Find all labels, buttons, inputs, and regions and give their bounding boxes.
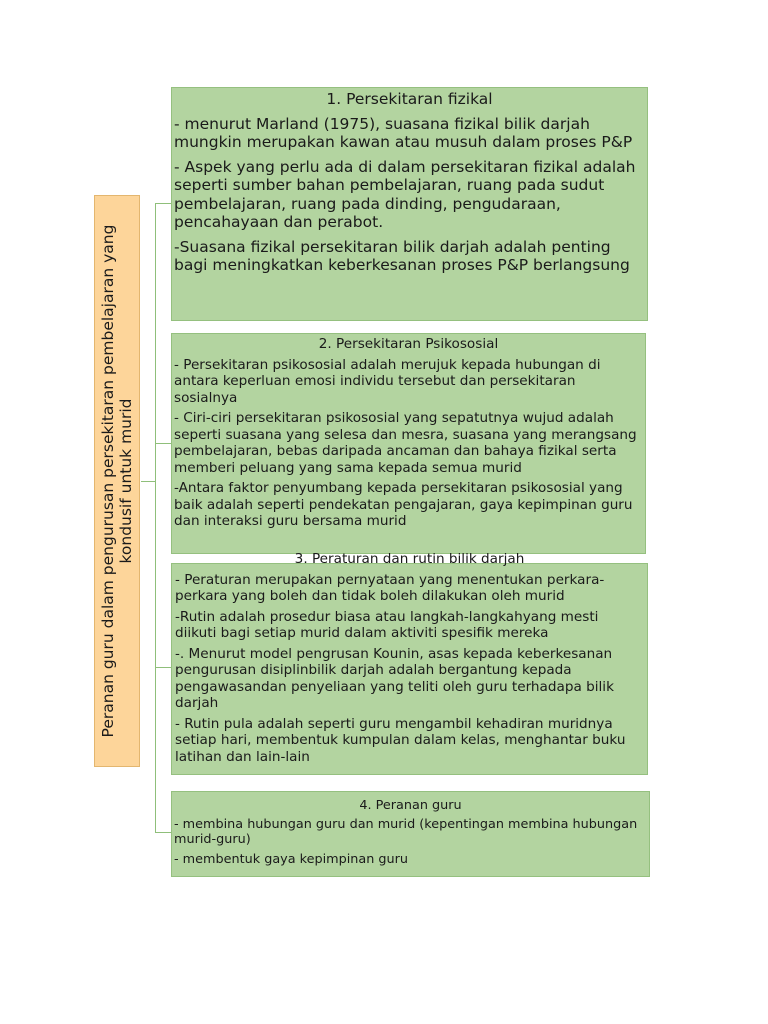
branch-point: - Peraturan merupakan pernyataan yang menentukan perkara-perkara yang boleh dan tidak boleh dilakukan oleh murid [175, 571, 605, 604]
branch-point: - Persekitaran psikososial adalah merujuk kepada hubungan di antara keperluan emosi individu tersebut dan persekitaran sosialnya [174, 356, 601, 406]
branch-point: - Ciri-ciri persekitaran psikososial yang sepatutnya wujud adalah seperti suasana yang selesa dan mesra, suasana yang merangsang pembelajaran, bebas daripada ancaman dan bahaya fizikal serta memberi peluang yang sama kepada semua murid [174, 410, 637, 476]
branch-point: -Suasana fizikal persekitaran bilik darjah adalah penting bagi meningkatkan keberkesanan proses P&P berlangsung [174, 237, 630, 274]
branch-box-physical-environment [171, 87, 648, 321]
branch-point: -Rutin adalah prosedur biasa atau langkah-langkahyang mesti diikuti bagi setiap murid dalam aktiviti spesifik mereka [175, 608, 599, 641]
root-connector [141, 481, 155, 482]
branch-connector-1 [155, 203, 171, 204]
branch-point: - Aspek yang perlu ada di dalam persekitaran fizikal adalah seperti sumber bahan pembelajaran, ruang pada sudut pembelajaran, ruang pada dinding, pengudaraan, pencahayaan dan perabot. [174, 157, 636, 231]
branch-title: 3. Peraturan dan rutin bilik darjah [294, 551, 525, 567]
branch-point: - menurut Marland (1975), suasana fizikal bilik darjah mungkin merupakan kawan atau musuh dalam proses P&P [174, 114, 633, 151]
branch-title: 1. Persekitaran fizikal [326, 90, 493, 108]
branch-title: 2. Persekitaran Psikososial [318, 336, 499, 352]
branch-title: 4. Peranan guru [359, 798, 462, 813]
branch-box-psychosocial-environment [171, 333, 646, 554]
root-node [94, 195, 140, 767]
branch-connector-3 [155, 667, 171, 668]
branch-point: -Antara faktor penyumbang kepada persekitaran psikososial yang baik adalah seperti pendekatan pengajaran, gaya kepimpinan guru dan interaksi guru bersama murid [174, 480, 633, 529]
branch-connector-2 [155, 443, 171, 444]
branch-box-teacher-role [171, 791, 650, 877]
bracket-line [155, 203, 156, 833]
branch-point: -. Menurut model pengrusan Kounin, asas kepada keberkesanan pengurusan disiplinbilik darjah adalah bergantung kepada pengawasandan penyeliaan yang teliti oleh guru terhadapa bilik darjah [175, 645, 614, 711]
root-label: Peranan guru dalam pengurusan persekitaran pembelajaran yang kondusif untuk murid [99, 224, 135, 738]
branch-box-rules-and-routines [171, 551, 648, 775]
branch-point: - membentuk gaya kepimpinan guru [174, 852, 409, 867]
branch-point: - Rutin pula adalah seperti guru mengambil kehadiran muridnya setiap hari, membentuk kumpulan dalam kelas, menghantar buku latihan dan lain-lain [175, 715, 626, 765]
branch-connector-4 [155, 832, 171, 833]
branch-point: - membina hubungan guru dan murid (kepentingan membina hubungan murid-guru) [174, 817, 638, 847]
